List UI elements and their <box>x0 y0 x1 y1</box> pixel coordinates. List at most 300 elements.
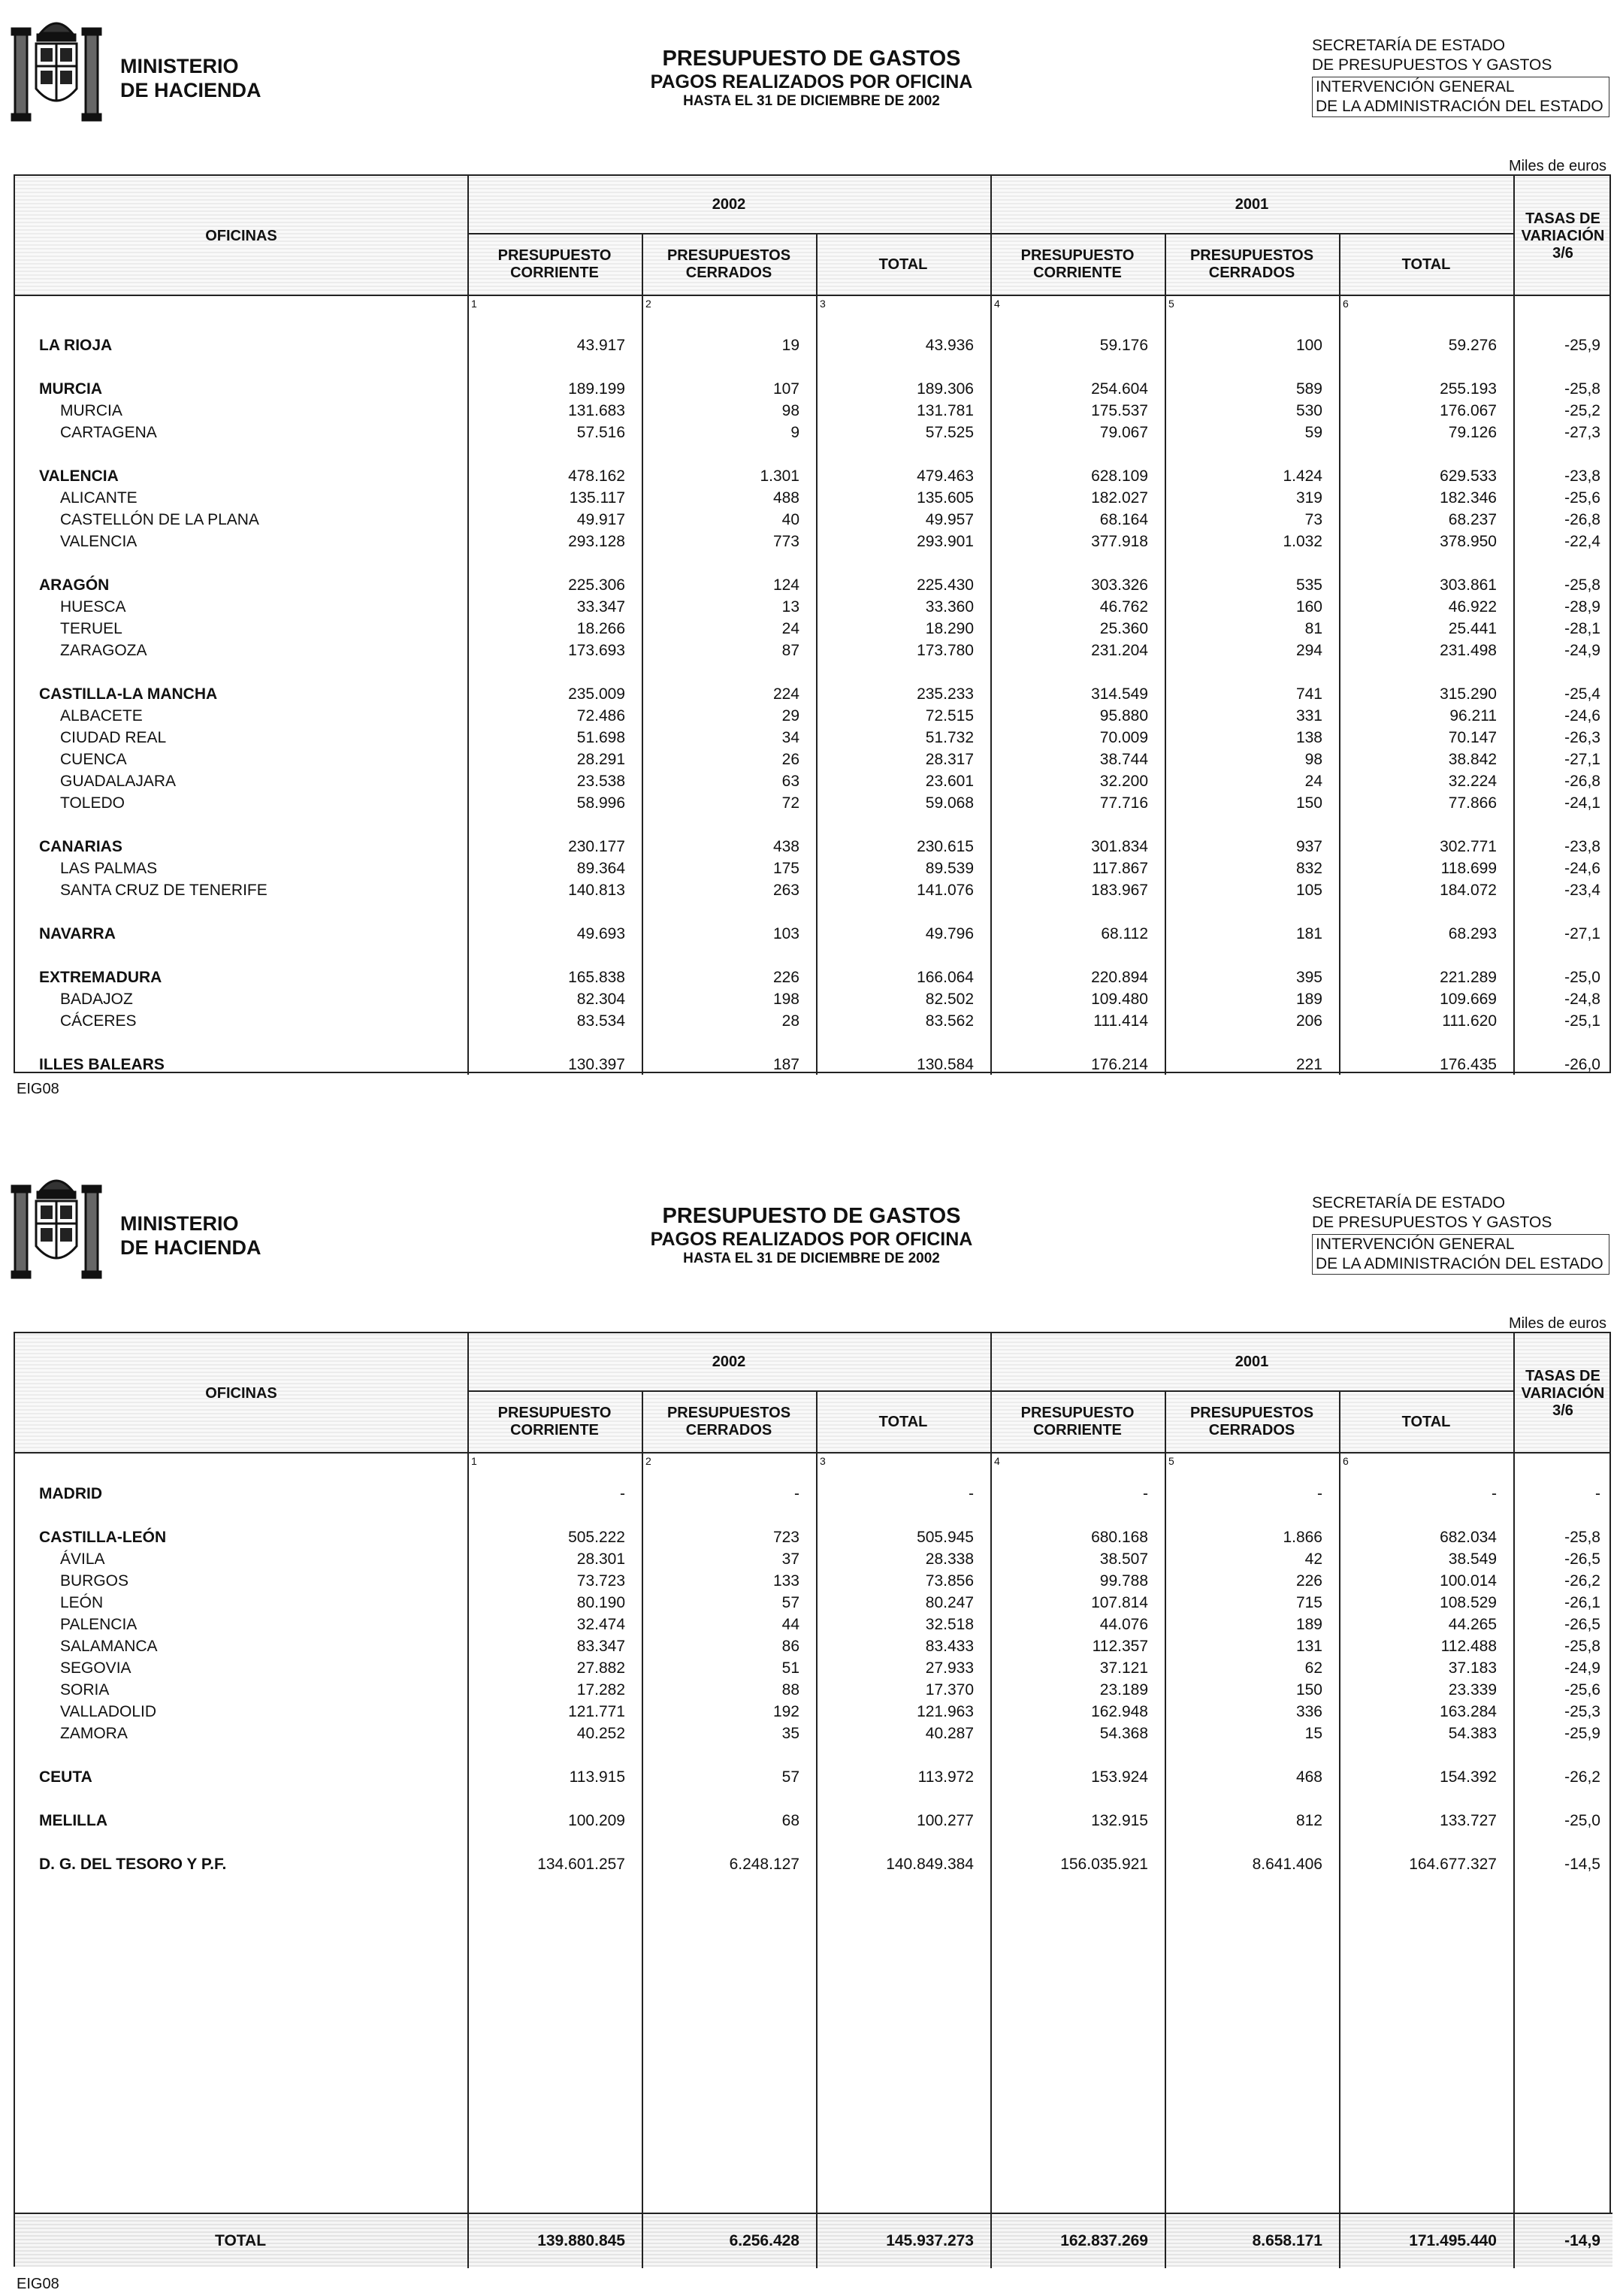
table-row <box>15 531 1612 553</box>
cell-value: 140.849.384 <box>886 1856 974 1873</box>
cell-value: 8.641.406 <box>1252 1856 1322 1873</box>
cell-value: 27.882 <box>576 1659 625 1677</box>
cell-value: 395 <box>1295 969 1322 986</box>
cell-value: 72.515 <box>925 707 974 724</box>
cell-value: 230.177 <box>568 838 625 855</box>
cell-value: 505.945 <box>917 1529 974 1546</box>
cell-value: -26,5 <box>1564 1616 1600 1633</box>
office-name: SORIA <box>60 1681 110 1699</box>
total-vline <box>816 2214 818 2268</box>
cell-value: 18.290 <box>925 620 974 637</box>
cell-value: 63 <box>781 773 799 790</box>
ministry-line-2: DE HACIENDA <box>120 79 261 101</box>
cell-value: 28.338 <box>925 1550 974 1568</box>
cell-value: 130.584 <box>917 1056 974 1073</box>
total-value: -14,9 <box>1564 2232 1600 2249</box>
cell-value: 100.209 <box>568 1812 625 1829</box>
cell-value: 182.027 <box>1091 489 1148 507</box>
cell-value: -27,3 <box>1564 424 1600 441</box>
cell-value: 6.248.127 <box>729 1856 799 1873</box>
office-name: CARTAGENA <box>60 424 157 441</box>
cell-value: 141.076 <box>917 882 974 899</box>
table-row <box>15 1636 1612 1658</box>
title-line-3: HASTA EL 31 DE DICIEMBRE DE 2002 <box>683 93 940 109</box>
cell-value: -26,2 <box>1564 1572 1600 1590</box>
cell-value: 331 <box>1295 707 1322 724</box>
cell-value: - <box>1595 1485 1600 1502</box>
cell-value: 83.347 <box>576 1638 625 1655</box>
cell-value: 173.693 <box>568 642 625 659</box>
header-col-3: TOTAL <box>878 256 928 273</box>
office-name: ZAMORA <box>60 1725 128 1742</box>
table-row <box>15 1571 1612 1593</box>
cell-value: 629.533 <box>1440 467 1497 485</box>
cell-value: 68 <box>781 1812 799 1829</box>
cell-value: 189.306 <box>917 380 974 398</box>
cell-value: 121.963 <box>917 1703 974 1720</box>
cell-value: 235.233 <box>917 685 974 703</box>
cell-value: 225.430 <box>917 576 974 594</box>
cell-value: 98 <box>781 402 799 419</box>
total-row <box>15 2213 1612 2267</box>
cell-value: -26,0 <box>1564 1056 1600 1073</box>
cell-value: 33.360 <box>925 598 974 616</box>
total-vline <box>1513 2214 1515 2268</box>
cell-value: 723 <box>772 1529 799 1546</box>
cell-value: 112.357 <box>1092 1638 1148 1655</box>
coat-of-arms-icon <box>11 11 102 123</box>
column-number: 2 <box>645 298 651 310</box>
cell-value: 25.441 <box>1448 620 1497 637</box>
header-vline <box>642 1390 643 1454</box>
office-name: SANTA CRUZ DE TENERIFE <box>60 882 267 899</box>
cell-value: 23.339 <box>1448 1681 1497 1699</box>
cell-value: 26 <box>781 751 799 768</box>
cell-value: 303.326 <box>1091 576 1148 594</box>
office-name: ÁVILA <box>60 1550 105 1568</box>
cell-value: 505.222 <box>568 1529 625 1546</box>
header-oficinas: OFICINAS <box>205 1384 277 1402</box>
column-number: 3 <box>820 298 826 310</box>
cell-value: 741 <box>1295 685 1322 703</box>
cell-value: 378.950 <box>1440 533 1497 550</box>
cell-value: 17.282 <box>576 1681 625 1699</box>
header-year-2001: 2001 <box>1235 1353 1269 1370</box>
cell-value: 13 <box>781 598 799 616</box>
cell-value: -24,6 <box>1564 860 1600 877</box>
cell-value: -26,8 <box>1564 511 1600 528</box>
table-row <box>15 335 1612 357</box>
page-1 <box>0 0 1623 1139</box>
office-name: LA RIOJA <box>39 337 113 354</box>
cell-value: 23.601 <box>925 773 974 790</box>
header-col-4: PRESUPUESTO CORRIENTE <box>1020 1405 1135 1438</box>
cell-value: 28 <box>781 1012 799 1030</box>
cell-value: 160 <box>1295 598 1322 616</box>
cell-value: 230.615 <box>917 838 974 855</box>
cell-value: -25,9 <box>1564 1725 1600 1742</box>
cell-value: -24,8 <box>1564 991 1600 1008</box>
ministry-line-2: DE HACIENDA <box>120 1236 261 1259</box>
secretariat-block <box>1312 36 1609 117</box>
cell-value: 89.539 <box>925 860 974 877</box>
header-oficinas: OFICINAS <box>205 227 277 244</box>
cell-value: 88 <box>781 1681 799 1699</box>
title-line-1: PRESUPUESTO DE GASTOS <box>662 47 961 71</box>
ministry-name <box>120 54 261 102</box>
header-col-6: TOTAL <box>1401 256 1451 273</box>
cell-value: 182.346 <box>1440 489 1497 507</box>
data-table <box>14 1332 1611 2267</box>
column-number: 5 <box>1168 1455 1174 1467</box>
cell-value: -26,1 <box>1564 1594 1600 1611</box>
cell-value: -25,4 <box>1564 685 1600 703</box>
table-row <box>15 1723 1612 1745</box>
cell-value: 293.901 <box>917 533 974 550</box>
office-name: CASTELLÓN DE LA PLANA <box>60 511 259 528</box>
cell-value: - <box>1143 1485 1148 1502</box>
table-row <box>15 858 1612 880</box>
cell-value: 131.781 <box>917 402 974 419</box>
office-name: MELILLA <box>39 1812 107 1829</box>
cell-value: 44 <box>781 1616 799 1633</box>
column-number: 1 <box>471 1455 477 1467</box>
cell-value: 99.788 <box>1099 1572 1148 1590</box>
cell-value: 81 <box>1304 620 1322 637</box>
cell-value: 58.996 <box>576 794 625 812</box>
cell-value: 17.370 <box>925 1681 974 1699</box>
cell-value: 1.032 <box>1283 533 1322 550</box>
cell-value: 68.164 <box>1099 511 1148 528</box>
cell-value: 235.009 <box>568 685 625 703</box>
cell-value: -25,8 <box>1564 1638 1600 1655</box>
column-number: 5 <box>1168 298 1174 310</box>
cell-value: 163.284 <box>1440 1703 1497 1720</box>
office-name: ALICANTE <box>60 489 138 507</box>
cell-value: -22,4 <box>1564 533 1600 550</box>
cell-value: -25,6 <box>1564 489 1600 507</box>
cell-value: 138 <box>1295 729 1322 746</box>
table-row <box>15 1011 1612 1033</box>
cell-value: 468 <box>1295 1768 1322 1786</box>
cell-value: 68.112 <box>1101 925 1148 942</box>
cell-value: 628.109 <box>1091 467 1148 485</box>
cell-value: 832 <box>1295 860 1322 877</box>
table-row <box>15 488 1612 510</box>
header-col-5: PRESUPUESTOS CERRADOS <box>1189 1405 1314 1438</box>
table-row <box>15 1549 1612 1571</box>
table-row <box>15 880 1612 902</box>
table-row <box>15 1702 1612 1723</box>
secretariat-line-1: SECRETARÍA DE ESTADO <box>1312 37 1506 54</box>
office-name: TERUEL <box>60 620 122 637</box>
office-name: CÁCERES <box>60 1012 137 1030</box>
cell-value: 32.200 <box>1099 773 1148 790</box>
office-name: PALENCIA <box>60 1616 138 1633</box>
header-year-2002: 2002 <box>712 1353 746 1370</box>
cell-value: 162.948 <box>1091 1703 1148 1720</box>
table-row <box>15 989 1612 1011</box>
column-number: 3 <box>820 1455 826 1467</box>
cell-value: 773 <box>772 533 799 550</box>
cell-value: 111.414 <box>1093 1012 1148 1030</box>
cell-value: 140.813 <box>568 882 625 899</box>
form-id: EIG08 <box>17 1081 59 1097</box>
table-header <box>15 176 1609 296</box>
cell-value: 77.716 <box>1099 794 1148 812</box>
cell-value: 173.780 <box>917 642 974 659</box>
cell-value: 49.693 <box>576 925 625 942</box>
cell-value: 294 <box>1295 642 1322 659</box>
cell-value: 479.463 <box>917 467 974 485</box>
cell-value: 377.918 <box>1091 533 1148 550</box>
cell-value: 44.076 <box>1099 1616 1148 1633</box>
office-name: MADRID <box>39 1485 102 1502</box>
office-name: MURCIA <box>60 402 122 419</box>
cell-value: -27,1 <box>1564 751 1600 768</box>
cell-value: 59.176 <box>1099 337 1148 354</box>
total-vline <box>642 2214 643 2268</box>
table-row <box>15 1054 1612 1076</box>
office-name: CASTILLA-LA MANCHA <box>39 685 218 703</box>
office-name: CUENCA <box>60 751 127 768</box>
cell-value: 95.880 <box>1099 707 1148 724</box>
office-name: CEUTA <box>39 1768 92 1786</box>
cell-value: -28,9 <box>1564 598 1600 616</box>
intervention-line-2: DE LA ADMINISTRACIÓN DEL ESTADO <box>1316 98 1603 115</box>
column-number: 4 <box>994 1455 1000 1467</box>
table-header <box>15 1333 1609 1454</box>
cell-value: 70.147 <box>1448 729 1497 746</box>
cell-value: 89.364 <box>576 860 625 877</box>
office-name: CASTILLA-LEÓN <box>39 1529 167 1546</box>
column-number: 6 <box>1343 1455 1349 1467</box>
cell-value: 57 <box>781 1594 799 1611</box>
table-row <box>15 597 1612 619</box>
table-row <box>15 1527 1612 1549</box>
cell-value: 24 <box>1304 773 1322 790</box>
table-row <box>15 706 1612 728</box>
header-col-6: TOTAL <box>1401 1413 1451 1430</box>
intervention-box <box>1312 77 1609 117</box>
total-value: 162.837.269 <box>1060 2232 1148 2249</box>
cell-value: 25.360 <box>1099 620 1148 637</box>
header-vline <box>1165 233 1166 296</box>
header-vline <box>642 233 643 296</box>
office-name: BADAJOZ <box>60 991 133 1008</box>
table-row <box>15 771 1612 793</box>
cell-value: 107 <box>772 380 799 398</box>
total-label: TOTAL <box>215 2232 267 2249</box>
total-value: 145.937.273 <box>886 2232 974 2249</box>
cell-value: 131.683 <box>568 402 625 419</box>
header-vline <box>1165 1390 1166 1454</box>
cell-value: 24 <box>781 620 799 637</box>
header-vline <box>1339 1390 1340 1454</box>
title-line-2: PAGOS REALIZADOS POR OFICINA <box>650 1229 973 1250</box>
table-row <box>15 1658 1612 1680</box>
cell-value: -26,3 <box>1564 729 1600 746</box>
header-col-4: PRESUPUESTO CORRIENTE <box>1020 247 1135 281</box>
title-line-1: PRESUPUESTO DE GASTOS <box>662 1204 961 1228</box>
coat-of-arms-icon <box>11 1168 102 1281</box>
cell-value: 54.383 <box>1448 1725 1497 1742</box>
cell-value: 27.933 <box>925 1659 974 1677</box>
cell-value: 40 <box>781 511 799 528</box>
cell-value: 175.537 <box>1091 402 1148 419</box>
total-vline <box>1165 2214 1166 2268</box>
cell-value: -25,0 <box>1564 1812 1600 1829</box>
table-row <box>15 422 1612 444</box>
office-name: NAVARRA <box>39 925 116 942</box>
cell-value: 49.917 <box>576 511 625 528</box>
cell-value: 83.562 <box>925 1012 974 1030</box>
cell-value: 226 <box>1295 1572 1322 1590</box>
cell-value: 19 <box>781 337 799 354</box>
cell-value: 937 <box>1295 838 1322 855</box>
cell-value: 812 <box>1295 1812 1322 1829</box>
table-row <box>15 1484 1612 1505</box>
cell-value: 59 <box>1304 424 1322 441</box>
cell-value: 83.534 <box>576 1012 625 1030</box>
cell-value: 150 <box>1295 794 1322 812</box>
cell-value: 111.620 <box>1442 1012 1497 1030</box>
cell-value: -23,8 <box>1564 838 1600 855</box>
table-row <box>15 619 1612 640</box>
office-name: SALAMANCA <box>60 1638 158 1655</box>
cell-value: 18.266 <box>576 620 625 637</box>
cell-value: 40.252 <box>576 1725 625 1742</box>
cell-value: -25,8 <box>1564 1529 1600 1546</box>
cell-value: 314.549 <box>1091 685 1148 703</box>
total-value: 6.256.428 <box>729 2232 799 2249</box>
cell-value: 33.347 <box>576 598 625 616</box>
cell-value: 226 <box>772 969 799 986</box>
cell-value: 59.068 <box>925 794 974 812</box>
cell-value: 77.866 <box>1448 794 1497 812</box>
cell-value: 87 <box>781 642 799 659</box>
cell-value: 263 <box>772 882 799 899</box>
cell-value: 133.727 <box>1440 1812 1497 1829</box>
cell-value: 59.276 <box>1448 337 1497 354</box>
cell-value: -25,1 <box>1564 1012 1600 1030</box>
secretariat-line-2: DE PRESUPUESTOS Y GASTOS <box>1312 1214 1552 1231</box>
header-vline <box>1339 233 1340 296</box>
cell-value: 187 <box>772 1056 799 1073</box>
cell-value: 254.604 <box>1091 380 1148 398</box>
report-title <box>511 1204 1112 1268</box>
cell-value: 68.237 <box>1448 511 1497 528</box>
office-name: GUADALAJARA <box>60 773 177 790</box>
cell-value: 189 <box>1295 991 1322 1008</box>
cell-value: 108.529 <box>1440 1594 1497 1611</box>
column-number: 1 <box>471 298 477 310</box>
table-row <box>15 575 1612 597</box>
cell-value: 57.525 <box>925 424 974 441</box>
form-id: EIG08 <box>17 2276 59 2292</box>
cell-value: 293.128 <box>568 533 625 550</box>
cell-value: 302.771 <box>1440 838 1497 855</box>
total-value: 139.880.845 <box>537 2232 625 2249</box>
column-number: 4 <box>994 298 1000 310</box>
cell-value: 51 <box>781 1659 799 1677</box>
header-col-1: PRESUPUESTO CORRIENTE <box>497 247 612 281</box>
cell-value: 62 <box>1304 1659 1322 1677</box>
header-vline <box>467 176 469 296</box>
cell-value: 176.214 <box>1091 1056 1148 1073</box>
cell-value: 164.677.327 <box>1409 1856 1497 1873</box>
cell-value: 34 <box>781 729 799 746</box>
cell-value: 73 <box>1304 511 1322 528</box>
intervention-line-2: DE LA ADMINISTRACIÓN DEL ESTADO <box>1316 1255 1603 1272</box>
data-table <box>14 174 1611 1073</box>
cell-value: 118.699 <box>1440 860 1497 877</box>
header-vline <box>816 233 818 296</box>
secretariat-line-1: SECRETARÍA DE ESTADO <box>1312 1194 1506 1212</box>
cell-value: - <box>1492 1485 1497 1502</box>
cell-value: - <box>969 1485 974 1502</box>
cell-value: 303.861 <box>1440 576 1497 594</box>
cell-value: 70.009 <box>1099 729 1148 746</box>
intervention-line-1: INTERVENCIÓN GENERAL <box>1316 78 1515 95</box>
title-line-2: PAGOS REALIZADOS POR OFICINA <box>650 71 973 92</box>
cell-value: 37.183 <box>1448 1659 1497 1677</box>
cell-value: 38.744 <box>1099 751 1148 768</box>
cell-value: 28.291 <box>576 751 625 768</box>
ministry-line-1: MINISTERIO <box>120 55 239 77</box>
cell-value: 255.193 <box>1440 380 1497 398</box>
header-col-1: PRESUPUESTO CORRIENTE <box>497 1405 612 1438</box>
cell-value: 715 <box>1295 1594 1322 1611</box>
table-row <box>15 684 1612 706</box>
header-tasas: TASAS DE VARIACIÓN 3/6 <box>1521 1367 1605 1419</box>
cell-value: 135.605 <box>917 489 974 507</box>
cell-value: 336 <box>1295 1703 1322 1720</box>
cell-value: 680.168 <box>1091 1529 1148 1546</box>
office-name: ILLES BALEARS <box>39 1056 165 1073</box>
cell-value: - <box>1317 1485 1322 1502</box>
cell-value: 83.433 <box>925 1638 974 1655</box>
cell-value: 224 <box>772 685 799 703</box>
cell-value: 221 <box>1295 1056 1322 1073</box>
cell-value: -27,1 <box>1564 925 1600 942</box>
cell-value: 96.211 <box>1449 707 1497 724</box>
table-row <box>15 1767 1612 1789</box>
header-year-2001: 2001 <box>1235 195 1269 213</box>
table-row <box>15 466 1612 488</box>
office-name: VALENCIA <box>39 467 119 485</box>
cell-value: -25,2 <box>1564 402 1600 419</box>
cell-value: 100 <box>1295 337 1322 354</box>
cell-value: -23,8 <box>1564 467 1600 485</box>
cell-value: 176.435 <box>1440 1056 1497 1073</box>
cell-value: 100.014 <box>1440 1572 1497 1590</box>
office-name: ALBACETE <box>60 707 143 724</box>
cell-value: 46.922 <box>1448 598 1497 616</box>
office-name: LEÓN <box>60 1594 104 1611</box>
cell-value: 72 <box>781 794 799 812</box>
office-name: HUESCA <box>60 598 126 616</box>
cell-value: 165.838 <box>568 969 625 986</box>
header-vline <box>467 1333 469 1454</box>
cell-value: 150 <box>1295 1681 1322 1699</box>
table-row <box>15 401 1612 422</box>
cell-value: 132.915 <box>1091 1812 1148 1829</box>
cell-value: 113.972 <box>917 1768 974 1786</box>
cell-value: 38.507 <box>1099 1550 1148 1568</box>
cell-value: 73.856 <box>925 1572 974 1590</box>
cell-value: 1.424 <box>1283 467 1322 485</box>
